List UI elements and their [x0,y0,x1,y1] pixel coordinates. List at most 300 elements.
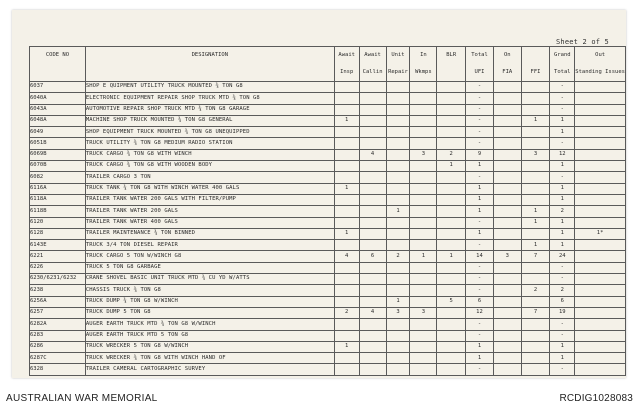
table-row [30,274,626,285]
await-insp-cell [334,104,359,115]
await-callin-cell [359,82,386,93]
designation-cell: TRUCK WRECKER ¾ TON G8 WITH WINCH HAND OF [85,353,334,364]
column-header-line2: Total [554,69,571,75]
unit-repair-cell [386,82,410,93]
ffi-cell: 3 [521,149,550,160]
table-row [30,364,626,375]
total-ufi-cell: - [466,138,494,149]
designation-cell: TRAILER CAMERAL CARTOGRAPHIC SURVEY [85,364,334,375]
outstanding-issues-cell [575,341,626,352]
unit-repair-cell [386,172,410,183]
grand-total-cell: 1 [550,115,575,126]
blr-cell [437,341,466,352]
await-insp-cell [334,319,359,330]
await-insp-cell [334,217,359,228]
column-header-line1: Total [471,52,488,58]
await-insp-cell [334,262,359,273]
unit-repair-cell: 3 [386,307,410,318]
column-header [85,47,334,82]
outstanding-issues-cell [575,206,626,217]
column-header-line2 [437,64,465,81]
column-header-line2: Repair [388,69,408,75]
total-ufi-cell: - [466,104,494,115]
await-callin-cell [359,285,386,296]
outstanding-issues-cell [575,115,626,126]
code-cell: 6040A [30,93,86,104]
await-insp-cell [334,274,359,285]
blr-cell [437,172,466,183]
outstanding-issues-cell [575,296,626,307]
on-fia-cell [493,330,521,341]
grand-total-cell: - [550,82,575,93]
document-sheet [12,10,626,378]
total-ufi-cell: - [466,240,494,251]
in-wkmps-cell [410,217,437,228]
table-row [30,183,626,194]
ffi-cell [521,341,550,352]
in-wkmps-cell [410,341,437,352]
await-insp-cell [334,161,359,172]
designation-cell: CHASSIS TRUCK ¾ TON G8 [85,285,334,296]
code-cell: 6287C [30,353,86,364]
outstanding-issues-cell [575,262,626,273]
await-callin-cell [359,341,386,352]
outstanding-issues-cell [575,104,626,115]
total-ufi-cell: - [466,285,494,296]
outstanding-issues-cell [575,217,626,228]
grand-total-cell: 2 [550,285,575,296]
ffi-cell: 7 [521,307,550,318]
column-header-line2 [30,64,85,81]
column-header-line1: Await [364,52,381,58]
grand-total-cell: - [550,93,575,104]
on-fia-cell [493,161,521,172]
await-callin-cell [359,194,386,205]
on-fia-cell [493,217,521,228]
blr-cell: 5 [437,296,466,307]
in-wkmps-cell: 3 [410,307,437,318]
on-fia-cell [493,104,521,115]
column-header [493,47,521,82]
code-cell: 6043A [30,104,86,115]
in-wkmps-cell [410,127,437,138]
archive-reference-id: RCDIG1028083 [559,393,633,404]
on-fia-cell [493,206,521,217]
ffi-cell [521,161,550,172]
await-insp-cell [334,240,359,251]
on-fia-cell [493,228,521,239]
equipment-status-table [29,46,626,376]
table-row [30,262,626,273]
await-callin-cell [359,115,386,126]
in-wkmps-cell [410,206,437,217]
await-callin-cell [359,364,386,375]
await-insp-cell [334,172,359,183]
await-insp-cell: 4 [334,251,359,262]
grand-total-cell: 19 [550,307,575,318]
unit-repair-cell [386,341,410,352]
outstanding-issues-cell [575,138,626,149]
designation-cell: SHOP EQUIPMENT TRUCK MOUNTED ¾ TON G8 UNEQUIPPED [85,127,334,138]
in-wkmps-cell [410,285,437,296]
ffi-cell [521,364,550,375]
outstanding-issues-cell [575,319,626,330]
table-row [30,93,626,104]
table-row [30,240,626,251]
code-cell: 6120 [30,217,86,228]
in-wkmps-cell: 1 [410,251,437,262]
grand-total-cell: - [550,138,575,149]
unit-repair-cell [386,353,410,364]
column-header-line2: Callin [362,69,383,75]
in-wkmps-cell [410,104,437,115]
in-wkmps-cell [410,330,437,341]
ffi-cell [521,183,550,194]
code-cell: 6049 [30,127,86,138]
unit-repair-cell: 1 [386,296,410,307]
ffi-cell [521,296,550,307]
column-header [521,47,550,82]
code-cell: 6128 [30,228,86,239]
await-insp-cell: 1 [334,183,359,194]
grand-total-cell: - [550,104,575,115]
code-cell: 6238 [30,285,86,296]
in-wkmps-cell [410,115,437,126]
await-callin-cell [359,104,386,115]
column-header [437,47,466,82]
ffi-cell [521,127,550,138]
await-callin-cell [359,161,386,172]
column-header-line1: On [503,52,511,58]
total-ufi-cell: 6 [466,296,494,307]
code-cell: 6328 [30,364,86,375]
in-wkmps-cell [410,319,437,330]
outstanding-issues-cell [575,330,626,341]
ffi-cell [521,319,550,330]
in-wkmps-cell [410,364,437,375]
unit-repair-cell [386,115,410,126]
blr-cell [437,228,466,239]
blr-cell [437,93,466,104]
on-fia-cell [493,296,521,307]
table-row [30,149,626,160]
unit-repair-cell [386,262,410,273]
await-insp-cell [334,138,359,149]
designation-cell: TRUCK WRECKER 5 TON G8 W/WINCH [85,341,334,352]
column-header-line1: Unit [391,52,405,58]
outstanding-issues-cell [575,274,626,285]
blr-cell [437,138,466,149]
designation-cell: TRAILER TANK WATER 200 GALS [85,206,334,217]
column-header-line1: DESIGNATION [191,52,229,58]
total-ufi-cell: 14 [466,251,494,262]
grand-total-cell: - [550,172,575,183]
ffi-cell: 1 [521,217,550,228]
await-callin-cell [359,240,386,251]
on-fia-cell [493,353,521,364]
in-wkmps-cell [410,138,437,149]
unit-repair-cell [386,217,410,228]
table-row [30,206,626,217]
sheet-number-label: Sheet 2 of 5 [556,38,609,46]
designation-cell: CRANE SHOVEL BASIC UNIT TRUCK MTD ¾ CU YD W/ATTS [85,274,334,285]
on-fia-cell [493,240,521,251]
blr-cell [437,206,466,217]
blr-cell [437,274,466,285]
total-ufi-cell: 1 [466,353,494,364]
table-row [30,341,626,352]
outstanding-issues-cell [575,251,626,262]
await-insp-cell: 1 [334,115,359,126]
await-callin-cell [359,138,386,149]
unit-repair-cell [386,330,410,341]
column-header-line2: Standing Issues [575,69,625,75]
unit-repair-cell [386,161,410,172]
blr-cell [437,104,466,115]
outstanding-issues-cell [575,161,626,172]
column-header [466,47,494,82]
ffi-cell [521,194,550,205]
on-fia-cell [493,183,521,194]
unit-repair-cell [386,194,410,205]
table-row [30,353,626,364]
await-callin-cell [359,183,386,194]
in-wkmps-cell: 3 [410,149,437,160]
archive-credit: AUSTRALIAN WAR MEMORIAL [6,393,158,404]
unit-repair-cell: 1 [386,206,410,217]
await-callin-cell [359,206,386,217]
code-cell: 6257 [30,307,86,318]
total-ufi-cell: 1 [466,228,494,239]
table-row [30,285,626,296]
column-header-line1: In [420,52,427,58]
outstanding-issues-cell [575,194,626,205]
blr-cell [437,319,466,330]
code-cell: 6226 [30,262,86,273]
total-ufi-cell: - [466,364,494,375]
outstanding-issues-cell [575,93,626,104]
total-ufi-cell: 1 [466,161,494,172]
on-fia-cell [493,262,521,273]
total-ufi-cell: 1 [466,206,494,217]
column-header-line1: Out [595,52,606,58]
in-wkmps-cell [410,93,437,104]
code-cell: 6082 [30,172,86,183]
await-insp-cell [334,296,359,307]
designation-cell: AUGER EARTH TRUCK MTD ¾ TON G8 W/WINCH [85,319,334,330]
grand-total-cell: 2 [550,206,575,217]
grand-total-cell: - [550,262,575,273]
table-row [30,194,626,205]
ffi-cell: 1 [521,206,550,217]
total-ufi-cell: - [466,115,494,126]
designation-cell: TRUCK DUMP 5 TON G8 [85,307,334,318]
column-header-line1: Grand [554,52,571,58]
ffi-cell: 7 [521,251,550,262]
total-ufi-cell: 1 [466,341,494,352]
await-callin-cell [359,172,386,183]
table-row [30,296,626,307]
code-cell: 6256A [30,296,86,307]
column-header [386,47,410,82]
await-callin-cell [359,262,386,273]
on-fia-cell [493,364,521,375]
grand-total-cell: 1 [550,217,575,228]
total-ufi-cell: - [466,82,494,93]
outstanding-issues-cell [575,127,626,138]
code-cell: 6283 [30,330,86,341]
table-row [30,82,626,93]
outstanding-issues-cell [575,285,626,296]
await-insp-cell: 2 [334,307,359,318]
total-ufi-cell: - [466,274,494,285]
await-insp-cell [334,364,359,375]
designation-cell: TRUCK CARGO ¾ TON G8 WITH WINCH [85,149,334,160]
designation-cell: TRUCK CARGO ¾ TON G8 WITH WOODEN BODY [85,161,334,172]
in-wkmps-cell [410,296,437,307]
column-header [30,47,86,82]
table-row [30,307,626,318]
on-fia-cell [493,149,521,160]
code-cell: 6048A [30,115,86,126]
code-cell: 6070B [30,161,86,172]
grand-total-cell: 1 [550,240,575,251]
total-ufi-cell: - [466,172,494,183]
ffi-cell [521,172,550,183]
await-callin-cell [359,217,386,228]
blr-cell [437,364,466,375]
code-cell: 6118B [30,206,86,217]
code-cell: 6116A [30,183,86,194]
designation-cell: TRUCK TANK ¾ TON G8 WITH WINCH WATER 400 GALS [85,183,334,194]
designation-cell: AUGER EARTH TRUCK MTD 5 TON G8 [85,330,334,341]
grand-total-cell: 1 [550,353,575,364]
outstanding-issues-cell [575,240,626,251]
in-wkmps-cell [410,82,437,93]
on-fia-cell: 3 [493,251,521,262]
await-insp-cell: 1 [334,341,359,352]
unit-repair-cell [386,138,410,149]
ffi-cell [521,330,550,341]
column-header-line2: Wkmps [415,69,432,75]
column-header [334,47,359,82]
await-insp-cell [334,353,359,364]
in-wkmps-cell [410,161,437,172]
total-ufi-cell: 12 [466,307,494,318]
designation-cell: TRAILER TANK WATER 400 GALS [85,217,334,228]
in-wkmps-cell [410,228,437,239]
designation-cell: TRUCK CARGO 5 TON W/WINCH G8 [85,251,334,262]
code-cell: 6118A [30,194,86,205]
blr-cell [437,82,466,93]
unit-repair-cell [386,149,410,160]
grand-total-cell: - [550,364,575,375]
grand-total-cell: - [550,274,575,285]
unit-repair-cell [386,240,410,251]
unit-repair-cell [386,274,410,285]
code-cell: 6051B [30,138,86,149]
await-insp-cell [334,149,359,160]
await-callin-cell [359,274,386,285]
await-insp-cell: 1 [334,228,359,239]
table-row [30,172,626,183]
code-cell: 6286 [30,341,86,352]
column-header-line2: FFI [530,69,541,75]
on-fia-cell [493,93,521,104]
table-body [30,82,626,376]
grand-total-cell: - [550,319,575,330]
code-cell: 6143E [30,240,86,251]
on-fia-cell [493,82,521,93]
await-insp-cell [334,330,359,341]
blr-cell: 2 [437,149,466,160]
outstanding-issues-cell [575,82,626,93]
column-header-line1 [522,47,550,64]
unit-repair-cell [386,319,410,330]
column-header-line1: BLR [446,52,457,58]
on-fia-cell [493,307,521,318]
outstanding-issues-cell [575,183,626,194]
designation-cell: ELECTRONIC EQUIPMENT REPAIR SHOP TRUCK MTD ¾ TON G8 [85,93,334,104]
table-row [30,127,626,138]
blr-cell [437,240,466,251]
await-insp-cell [334,127,359,138]
code-cell: 6282A [30,319,86,330]
await-callin-cell [359,228,386,239]
await-callin-cell: 6 [359,251,386,262]
total-ufi-cell: - [466,127,494,138]
blr-cell [437,217,466,228]
await-callin-cell [359,127,386,138]
in-wkmps-cell [410,353,437,364]
on-fia-cell [493,285,521,296]
code-cell: 6037 [30,82,86,93]
await-callin-cell: 4 [359,307,386,318]
designation-cell: TRAILER CARGO 3 TON [85,172,334,183]
table-header-row [30,47,626,82]
on-fia-cell [493,127,521,138]
ffi-cell [521,228,550,239]
blr-cell [437,285,466,296]
total-ufi-cell: - [466,93,494,104]
blr-cell [437,115,466,126]
await-callin-cell [359,93,386,104]
table-row [30,138,626,149]
await-callin-cell [359,330,386,341]
blr-cell [437,127,466,138]
designation-cell: TRUCK 3/4 TON DIESEL REPAIR [85,240,334,251]
in-wkmps-cell [410,172,437,183]
ffi-cell [521,274,550,285]
await-callin-cell [359,296,386,307]
unit-repair-cell [386,93,410,104]
grand-total-cell: 1 [550,341,575,352]
on-fia-cell [493,319,521,330]
unit-repair-cell [386,183,410,194]
column-header-line2: UFI [474,69,485,75]
await-callin-cell [359,319,386,330]
await-insp-cell [334,194,359,205]
table-row [30,161,626,172]
in-wkmps-cell [410,274,437,285]
ffi-cell: 1 [521,240,550,251]
total-ufi-cell: - [466,319,494,330]
total-ufi-cell: - [466,262,494,273]
column-header [410,47,437,82]
ffi-cell: 1 [521,115,550,126]
unit-repair-cell [386,228,410,239]
outstanding-issues-cell [575,307,626,318]
